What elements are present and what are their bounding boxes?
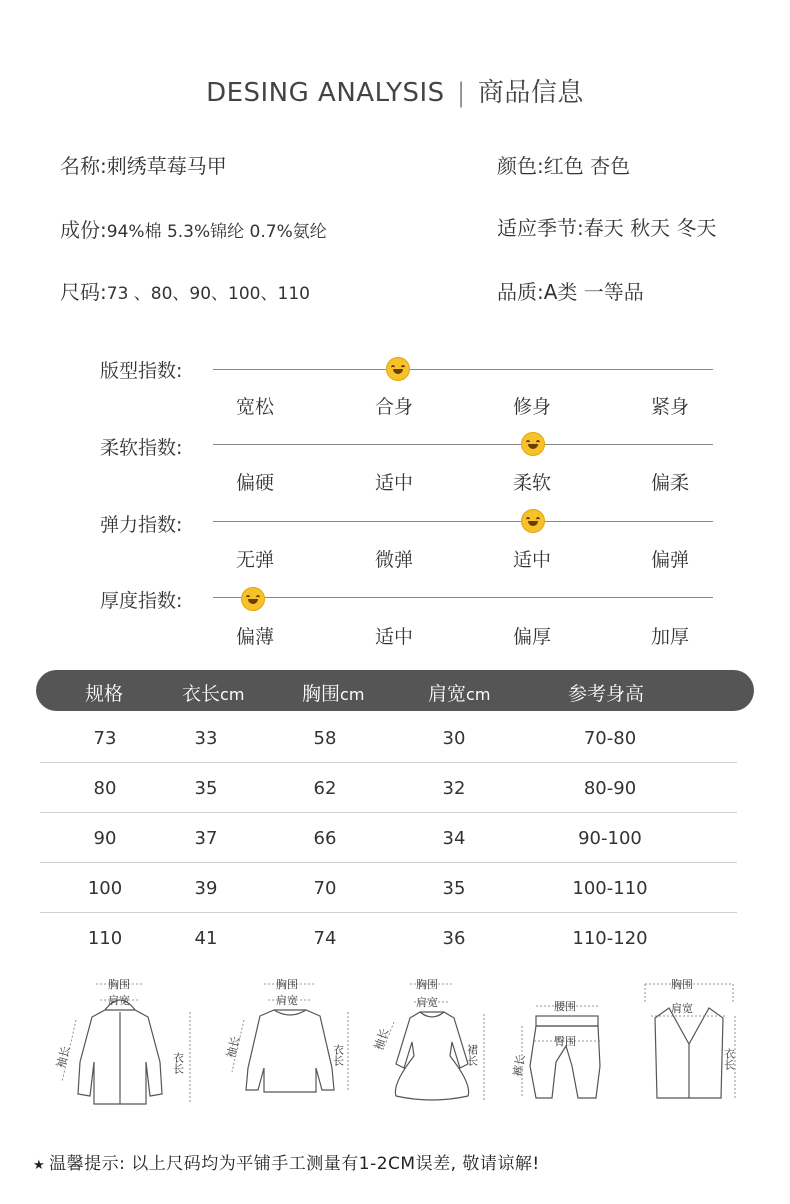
header-text: 肩宽 bbox=[428, 683, 467, 705]
table-cell: 73 bbox=[93, 728, 117, 749]
table-cell: 90-100 bbox=[578, 828, 642, 849]
table-header-shoulder bbox=[428, 679, 490, 706]
smiley-icon bbox=[241, 587, 265, 611]
header-text: 规格 bbox=[85, 683, 124, 705]
vest-chest-label: 胸围 bbox=[671, 978, 693, 991]
index-option: 偏厚 bbox=[512, 626, 551, 648]
table-cell: 36 bbox=[442, 928, 466, 949]
index-track bbox=[213, 597, 713, 598]
table-cell: 90 bbox=[93, 828, 117, 849]
material-value: 94%棉 5.3%锦纶 0.7%氨纶 bbox=[106, 222, 327, 242]
smiley-icon bbox=[386, 357, 410, 381]
index-track bbox=[213, 521, 713, 522]
table-cell: 35 bbox=[194, 778, 218, 799]
header-text: 衣长 bbox=[182, 683, 221, 705]
table-cell: 110-120 bbox=[572, 928, 648, 949]
header-unit: cm bbox=[220, 685, 245, 704]
index-label: 柔软指数: bbox=[100, 437, 183, 459]
info-season bbox=[497, 212, 716, 241]
smiley-icon bbox=[521, 509, 545, 533]
quality-label: 品质: bbox=[497, 280, 544, 304]
season-label: 适应季节: bbox=[497, 216, 584, 240]
info-color bbox=[497, 150, 630, 179]
table-cell: 80 bbox=[93, 778, 117, 799]
table-cell: 70 bbox=[313, 878, 337, 899]
color-label: 颜色: bbox=[497, 154, 544, 178]
index-option: 适中 bbox=[374, 626, 413, 648]
index-track bbox=[213, 444, 713, 445]
pants-hip-label: 臀围 bbox=[554, 1035, 576, 1048]
table-cell: 80-90 bbox=[583, 778, 637, 799]
table-cell: 100 bbox=[87, 878, 123, 899]
table-header-height bbox=[568, 679, 644, 706]
table-cell: 58 bbox=[313, 728, 337, 749]
page-title bbox=[0, 72, 790, 109]
hoodie-shoulder-label: 肩宽 bbox=[108, 994, 130, 1007]
vest-length-label: 衣长 bbox=[722, 1048, 736, 1070]
title-separator: | bbox=[456, 78, 466, 108]
table-cell: 62 bbox=[313, 778, 337, 799]
smiley-icon bbox=[521, 432, 545, 456]
index-option: 偏硬 bbox=[235, 472, 274, 494]
material-label: 成份: bbox=[60, 218, 107, 242]
dress-sleeve-label: 袖长 bbox=[372, 1026, 392, 1052]
table-cell: 110 bbox=[87, 928, 123, 949]
table-row bbox=[40, 712, 737, 763]
index-option: 修身 bbox=[512, 396, 551, 418]
table-header-size bbox=[85, 679, 123, 706]
table-cell: 66 bbox=[313, 828, 337, 849]
table-cell: 30 bbox=[442, 728, 466, 749]
table-row bbox=[40, 812, 737, 863]
table-cell: 32 bbox=[442, 778, 466, 799]
table-cell: 35 bbox=[442, 878, 466, 899]
index-option: 柔软 bbox=[512, 472, 551, 494]
table-cell: 33 bbox=[194, 728, 218, 749]
table-cell: 39 bbox=[194, 878, 218, 899]
table-cell: 74 bbox=[313, 928, 337, 949]
index-option: 适中 bbox=[512, 549, 551, 571]
info-material bbox=[60, 214, 327, 243]
warm-tip bbox=[33, 1149, 540, 1174]
dress-chest-label: 胸围 bbox=[416, 978, 438, 991]
index-option: 微弹 bbox=[374, 549, 413, 571]
info-quality bbox=[497, 276, 644, 305]
table-row bbox=[40, 912, 737, 962]
sweater-shoulder-label: 肩宽 bbox=[276, 994, 298, 1007]
header-text: 胸围 bbox=[302, 683, 341, 705]
name-value: 刺绣草莓马甲 bbox=[106, 154, 227, 178]
index-option: 紧身 bbox=[650, 396, 689, 418]
table-row bbox=[40, 862, 737, 913]
header-unit: cm bbox=[340, 685, 365, 704]
pants-diagram bbox=[508, 986, 618, 1112]
index-option: 加厚 bbox=[650, 626, 689, 648]
table-header-length bbox=[182, 679, 244, 706]
dress-shoulder-label: 肩宽 bbox=[416, 996, 438, 1009]
hoodie-chest-label: 胸围 bbox=[108, 978, 130, 991]
size-value: 73 、80、90、100、110 bbox=[106, 284, 310, 304]
index-label: 弹力指数: bbox=[100, 514, 183, 536]
index-label: 版型指数: bbox=[100, 360, 183, 382]
title-english: DESING ANALYSIS bbox=[206, 78, 445, 108]
header-text: 参考身高 bbox=[568, 683, 645, 705]
hoodie-length-label: 衣长 bbox=[171, 1052, 185, 1074]
index-label: 厚度指数: bbox=[100, 590, 183, 612]
name-label: 名称: bbox=[60, 154, 107, 178]
sweater-diagram bbox=[220, 972, 360, 1112]
index-option: 偏薄 bbox=[235, 626, 274, 648]
color-value: 红色 杏色 bbox=[543, 154, 631, 178]
quality-value: A类 一等品 bbox=[543, 280, 644, 304]
index-option: 宽松 bbox=[235, 396, 274, 418]
index-option: 适中 bbox=[374, 472, 413, 494]
dress-diagram bbox=[372, 972, 502, 1112]
table-row bbox=[40, 762, 737, 813]
star-icon: ★ bbox=[33, 1158, 46, 1173]
table-cell: 37 bbox=[194, 828, 218, 849]
vest-shoulder-label: 肩宽 bbox=[671, 1002, 693, 1015]
tip-text: 温馨提示: 以上尺码均为平铺手工测量有1-2CM误差, 敬请谅解! bbox=[49, 1154, 540, 1174]
sweater-length-label: 衣长 bbox=[331, 1044, 345, 1066]
table-cell: 100-110 bbox=[572, 878, 648, 899]
info-name bbox=[60, 150, 227, 179]
size-table-header bbox=[36, 670, 754, 711]
sweater-chest-label: 胸围 bbox=[276, 978, 298, 991]
index-track bbox=[213, 369, 713, 370]
size-label: 尺码: bbox=[60, 280, 107, 304]
index-option: 合身 bbox=[374, 396, 413, 418]
index-option: 无弹 bbox=[235, 549, 274, 571]
table-cell: 70-80 bbox=[583, 728, 637, 749]
hoodie-sleeve-label: 袖长 bbox=[54, 1044, 73, 1070]
table-header-chest bbox=[302, 679, 364, 706]
sweater-sleeve-label: 袖长 bbox=[224, 1034, 243, 1060]
info-size bbox=[60, 276, 310, 305]
pants-waist-label: 腰围 bbox=[554, 1000, 576, 1013]
table-cell: 34 bbox=[442, 828, 466, 849]
season-value: 春天 秋天 冬天 bbox=[583, 216, 717, 240]
index-option: 偏柔 bbox=[650, 472, 689, 494]
pants-length-label: 裤长 bbox=[511, 1053, 528, 1078]
dress-length-label: 裙长 bbox=[465, 1044, 479, 1066]
table-cell: 41 bbox=[194, 928, 218, 949]
header-unit: cm bbox=[466, 685, 491, 704]
hoodie-diagram bbox=[50, 972, 200, 1112]
title-chinese: 商品信息 bbox=[477, 78, 584, 108]
vest-diagram bbox=[635, 972, 745, 1112]
index-option: 偏弹 bbox=[650, 549, 689, 571]
